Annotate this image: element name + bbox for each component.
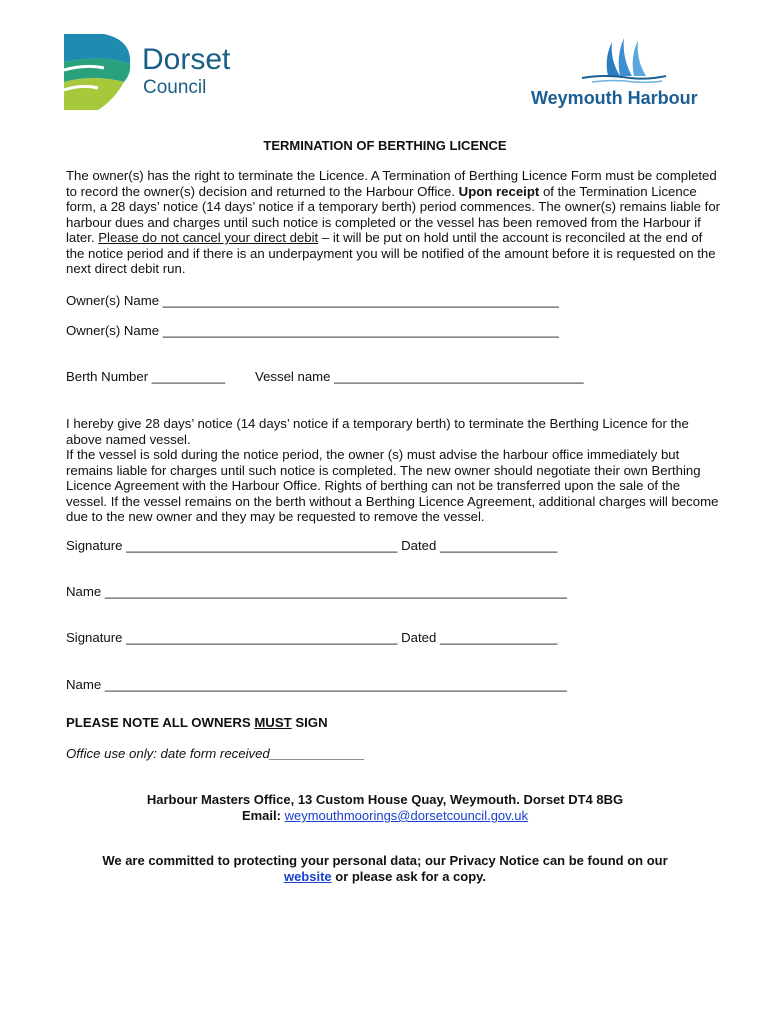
- dorset-logo-text: Dorset: [142, 43, 231, 76]
- privacy-notice-line-1: We are committed to protecting your personal data; our Privacy Notice can be found on our: [102, 853, 668, 868]
- document-title: TERMINATION OF BERTHING LICENCE: [263, 138, 507, 153]
- please-note-must: MUST: [254, 715, 292, 730]
- please-note-post: SIGN: [291, 715, 328, 730]
- intro-bold-upon-receipt: Upon receipt: [458, 183, 540, 199]
- intro-direct-debit-warning: Please do not cancel your direct debit: [98, 230, 319, 245]
- email-label: Email:: [241, 808, 285, 823]
- intro-text-2: of the Termination Licence form, a 28 days’ notice (14 days’ notice if a temporary berth) period commences. The owner(s) remains liable for harbour dues and charges until such notice is completed or the vessel has been removed from the Harbour if later.: [66, 183, 721, 245]
- privacy-notice-end: or please ask for a copy.: [331, 869, 487, 884]
- please-note: [66, 715, 328, 731]
- weymouth-harbour-logo-text: Weymouth Harbour: [531, 88, 698, 108]
- vessel-name-field[interactable]: Vessel name __________________________________: [255, 369, 584, 384]
- notice-text-2: If the vessel is sold during the notice period, the owner (s) must advise the harbour office immediately but remains liable for charges until such notice is completed. The new owner should negotiate their own Berthing Licence Agreement with the Harbour Office. Rights of berthing can not be transferred upon the sale of the vessel. If the vessel remains on the berth without a Berthing Licence Agreement, additional charges will become due to the new owner and they may be requested to remove the vessel.: [66, 447, 719, 524]
- email-line: [0, 808, 770, 824]
- name-field-2[interactable]: Name _______________________________________________________________: [66, 677, 567, 692]
- weymouth-harbour-sails-icon: [574, 36, 670, 84]
- office-use-field[interactable]: Office use only: date form received_____________: [66, 746, 366, 761]
- website-link[interactable]: website: [283, 869, 332, 884]
- name-field-1[interactable]: Name _______________________________________________________________: [66, 584, 567, 599]
- owner-name-field-1[interactable]: Owner(s) Name ______________________________________________________: [66, 293, 559, 308]
- owner-name-field-2[interactable]: Owner(s) Name ______________________________________________________: [66, 323, 559, 338]
- dorset-council-logo-mark: [64, 34, 132, 110]
- dorset-council-logo: [64, 34, 254, 110]
- signature-field-2[interactable]: Signature _____________________________________ Dated ________________: [66, 630, 558, 645]
- email-link[interactable]: weymouthmoorings@dorsetcouncil.gov.uk: [284, 808, 529, 823]
- intro-text-3: – it will be put on hold until the account is reconciled at the end of the notice period and if there is an underpayment you will be notified of the amount before it is requested on the next direct debit run.: [66, 230, 716, 276]
- privacy-notice-line-2: [0, 869, 770, 885]
- weymouth-harbour-logo: [528, 36, 720, 110]
- notice-paragraph: [66, 416, 722, 525]
- notice-text-1: I hereby give 28 days’ notice (14 days’ notice if a temporary berth) to terminate the Berthing Licence for the above named vessel.: [66, 416, 689, 447]
- council-logo-text: Council: [143, 77, 207, 98]
- berth-number-field[interactable]: Berth Number __________: [66, 369, 226, 384]
- signature-field-1[interactable]: Signature _____________________________________ Dated ________________: [66, 538, 558, 553]
- please-note-pre: PLEASE NOTE ALL OWNERS: [66, 715, 255, 730]
- office-address: Harbour Masters Office, 13 Custom House Quay, Weymouth. Dorset DT4 8BG: [146, 792, 624, 807]
- intro-paragraph: [66, 168, 722, 277]
- intro-text-1: The owner(s) has the right to terminate the Licence. A Termination of Berthing Licence Form must be completed to record the owner(s) decision and returned to the Harbour Office.: [66, 168, 717, 199]
